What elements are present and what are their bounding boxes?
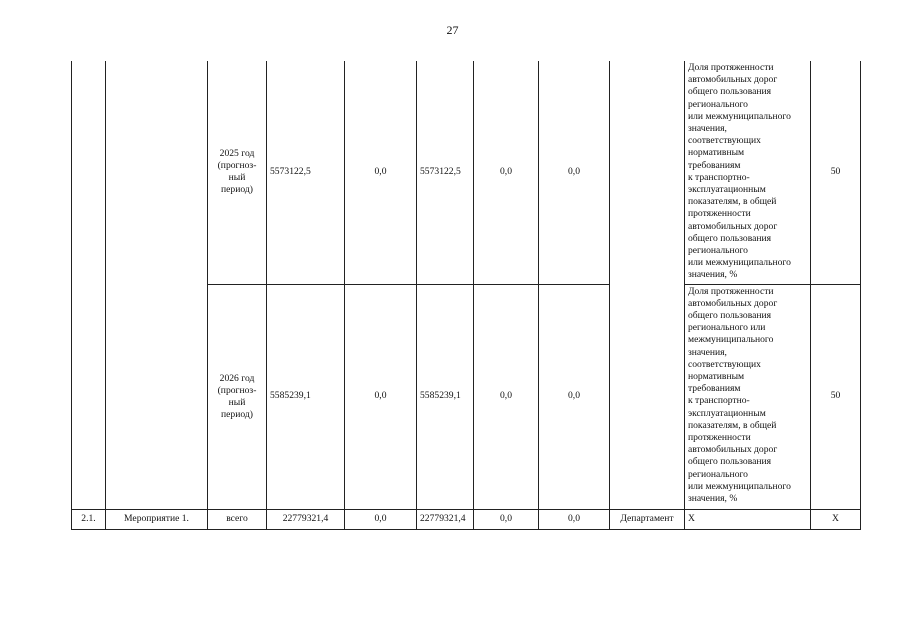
table-row (72, 61, 861, 284)
indicator-line: протяженности (688, 208, 751, 220)
indicator-line: или межмуниципального (688, 257, 791, 269)
period-line: 2025 год (219, 148, 255, 160)
indicator-line: значения, % (688, 269, 738, 281)
period-cell (208, 284, 267, 509)
activity-name-cell: Мероприятие 1. (106, 509, 208, 529)
activity-value-cell: X (811, 509, 861, 529)
indicator-line: значения, (688, 346, 727, 358)
indicator-line: требованиям (688, 383, 741, 395)
page-number: 27 (446, 23, 459, 37)
col-b-cell: 5573122,5 (417, 61, 474, 284)
indicator-line: межмуниципального (688, 334, 774, 346)
col-b-cell: 5585239,1 (417, 284, 474, 509)
indicator-line: нормативным (688, 370, 745, 382)
indicator-line: значения, % (688, 492, 738, 504)
indicator-line: к транспортно- (688, 395, 750, 407)
indicator-line: автомобильных дорог (688, 74, 778, 86)
indicator-line: нормативным (688, 147, 745, 159)
activity-col-b-cell: 22779321,4 (417, 509, 474, 529)
col-d-cell: 0,0 (539, 61, 610, 284)
indicator-line: общего пользования (688, 456, 772, 468)
activity-indicator-cell: X (685, 509, 811, 529)
indicator-line: значения, (688, 123, 727, 135)
period-line: период) (221, 408, 253, 420)
period-line: (прогноз- (217, 160, 257, 172)
table-row-activity (72, 509, 861, 529)
indicator-line: общего пользования (688, 86, 772, 98)
indicator-line: регионального (688, 468, 748, 480)
activity-col-d-cell: 0,0 (539, 509, 610, 529)
indicator-line: регионального (688, 245, 748, 257)
indicator-line: соответствующих (688, 135, 761, 147)
indicator-line: общего пользования (688, 232, 772, 244)
period-line: (прогноз- (217, 384, 257, 396)
col-a-cell: 0,0 (345, 61, 417, 284)
activity-col-a-cell: 0,0 (345, 509, 417, 529)
col-d-cell: 0,0 (539, 284, 610, 509)
indicator-cell (685, 61, 811, 284)
name-cell-empty (106, 61, 208, 509)
activity-period-cell: всего (208, 509, 267, 529)
indicator-line: Доля протяженности (688, 285, 774, 297)
period-cell (208, 61, 267, 284)
indicator-line: протяженности (688, 431, 751, 443)
indicator-line: эксплуатационным (688, 407, 766, 419)
indicator-line: к транспортно- (688, 171, 750, 183)
indicator-line: регионального или (688, 322, 766, 334)
activity-executor-cell: Департамент (610, 509, 685, 529)
indicator-line: или межмуниципального (688, 110, 791, 122)
indicator-line: или межмуниципального (688, 480, 791, 492)
activity-col-c-cell: 0,0 (474, 509, 539, 529)
period-line: ный (228, 396, 246, 408)
indicator-line: автомобильных дорог (688, 220, 778, 232)
value-cell: 50 (811, 284, 861, 509)
col-c-cell: 0,0 (474, 61, 539, 284)
indicator-line: автомобильных дорог (688, 444, 778, 456)
number-cell-empty (72, 61, 106, 509)
value-cell: 50 (811, 61, 861, 284)
indicator-line: регионального (688, 98, 748, 110)
indicator-line: автомобильных дорог (688, 297, 778, 309)
col-c-cell: 0,0 (474, 284, 539, 509)
period-line: ный (228, 172, 246, 184)
indicator-line: Доля протяженности (688, 62, 774, 73)
indicator-line: эксплуатационным (688, 184, 766, 196)
col-a-cell: 0,0 (345, 284, 417, 509)
total-cell: 5585239,1 (267, 284, 345, 509)
program-table (71, 61, 861, 530)
indicator-line: показателям, в общей (688, 196, 777, 208)
executor-cell-empty (610, 61, 685, 509)
period-line: 2026 год (219, 372, 255, 384)
period-line: период) (221, 184, 253, 196)
indicator-line: требованиям (688, 159, 741, 171)
activity-total-cell: 22779321,4 (267, 509, 345, 529)
indicator-cell (685, 284, 811, 509)
activity-number-cell: 2.1. (72, 509, 106, 529)
indicator-line: показателям, в общей (688, 419, 777, 431)
indicator-line: соответствующих (688, 358, 761, 370)
indicator-line: общего пользования (688, 309, 772, 321)
total-cell: 5573122,5 (267, 61, 345, 284)
